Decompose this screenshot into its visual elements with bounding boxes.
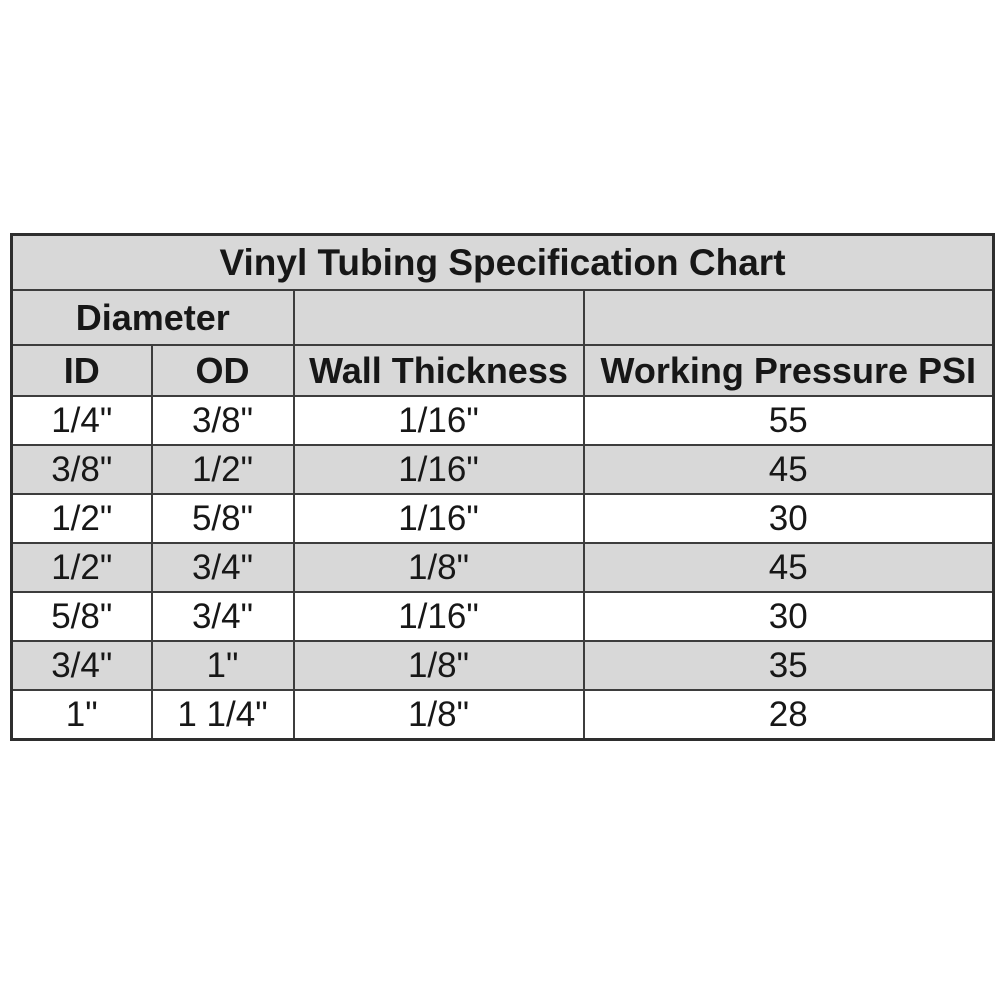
cell-id: 5/8" — [12, 592, 152, 641]
table-group-header-row — [12, 290, 994, 345]
cell-od: 5/8" — [152, 494, 294, 543]
cell-od: 3/4" — [152, 543, 294, 592]
cell-id: 1" — [12, 690, 152, 740]
cell-od: 1/2" — [152, 445, 294, 494]
group-header-empty-cell — [294, 290, 584, 345]
cell-wall-thickness: 1/16" — [294, 396, 584, 445]
group-header-empty-cell — [584, 290, 994, 345]
cell-id: 1/2" — [12, 494, 152, 543]
table-row — [12, 494, 994, 543]
table-title-row — [12, 235, 994, 291]
cell-working-pressure: 28 — [584, 690, 994, 740]
table-title: Vinyl Tubing Specification Chart — [12, 235, 994, 291]
cell-od: 3/4" — [152, 592, 294, 641]
table-row — [12, 445, 994, 494]
cell-working-pressure: 45 — [584, 445, 994, 494]
table-row — [12, 641, 994, 690]
cell-working-pressure: 45 — [584, 543, 994, 592]
vinyl-tubing-spec-table — [10, 233, 995, 741]
cell-id: 3/4" — [12, 641, 152, 690]
cell-working-pressure: 30 — [584, 494, 994, 543]
cell-working-pressure: 35 — [584, 641, 994, 690]
table-header-row — [12, 345, 994, 396]
table-row — [12, 543, 994, 592]
cell-id: 3/8" — [12, 445, 152, 494]
cell-id: 1/4" — [12, 396, 152, 445]
group-header-diameter: Diameter — [12, 290, 294, 345]
column-header-od: OD — [152, 345, 294, 396]
table-row — [12, 690, 994, 740]
cell-working-pressure: 30 — [584, 592, 994, 641]
cell-working-pressure: 55 — [584, 396, 994, 445]
cell-od: 1 1/4" — [152, 690, 294, 740]
column-header-wall-thickness: Wall Thickness — [294, 345, 584, 396]
cell-od: 1" — [152, 641, 294, 690]
cell-od: 3/8" — [152, 396, 294, 445]
cell-wall-thickness: 1/8" — [294, 690, 584, 740]
column-header-id: ID — [12, 345, 152, 396]
column-header-working-pressure: Working Pressure PSI — [584, 345, 994, 396]
table-row — [12, 592, 994, 641]
cell-id: 1/2" — [12, 543, 152, 592]
cell-wall-thickness: 1/16" — [294, 592, 584, 641]
cell-wall-thickness: 1/8" — [294, 641, 584, 690]
table-row — [12, 396, 994, 445]
cell-wall-thickness: 1/16" — [294, 445, 584, 494]
cell-wall-thickness: 1/8" — [294, 543, 584, 592]
cell-wall-thickness: 1/16" — [294, 494, 584, 543]
